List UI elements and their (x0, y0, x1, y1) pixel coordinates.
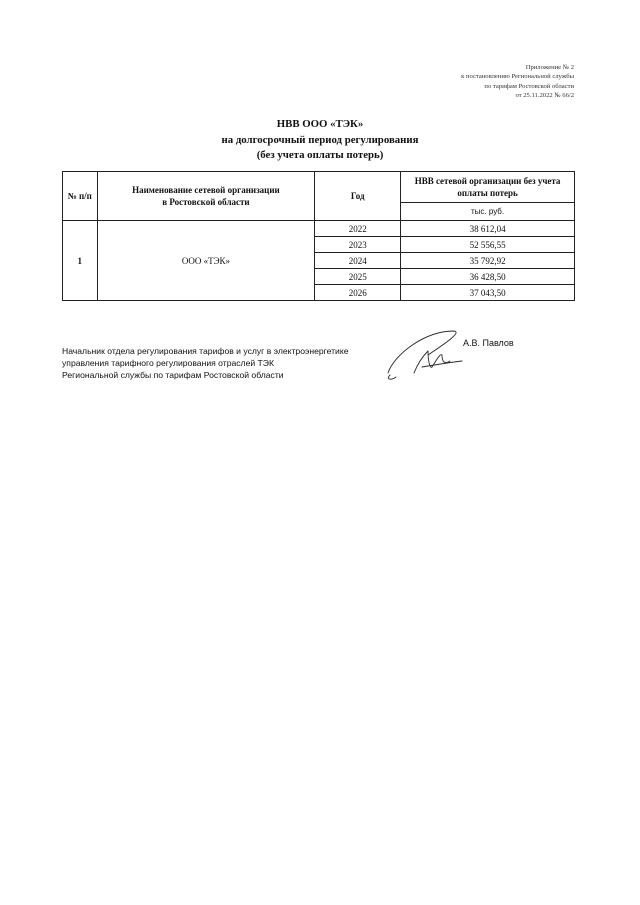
org-num: 1 (63, 221, 98, 301)
header-num: № п/п (63, 172, 98, 221)
appendix-line: Приложение № 2 (525, 64, 574, 71)
year-cell: 2022 (315, 221, 401, 237)
appendix-line: от 25.11.2022 № 66/2 (515, 91, 574, 99)
org-name: ООО «ТЭК» (97, 221, 315, 301)
signer-name: А.В. Павлов (463, 338, 514, 348)
nvv-table (62, 171, 575, 301)
value-cell: 35 792,92 (401, 253, 575, 269)
year-cell: 2023 (315, 237, 401, 253)
header-year: Год (315, 172, 401, 221)
header-nvv: НВВ сетевой организации без учета оплаты потерь (401, 172, 575, 203)
title-line: НВВ ООО «ТЭК» (276, 118, 364, 130)
header-unit: тыс. руб. (401, 203, 575, 221)
table-header-row (63, 172, 575, 203)
value-cell: 36 428,50 (401, 269, 575, 285)
signer-position (62, 345, 349, 381)
value-cell: 52 556,55 (401, 237, 575, 253)
appendix-note (461, 63, 574, 100)
signer-line: Начальник отдела регулирования тарифов и услуг в электроэнергетике (62, 346, 349, 356)
signer-line: Региональной службы по тарифам Ростовской области (62, 370, 284, 380)
header-org-name: Наименование сетевой организации в Ростовской области (97, 172, 315, 221)
title-line: на долгосрочный период регулирования (221, 133, 419, 146)
title-line: (без учета оплаты потерь) (256, 149, 384, 161)
appendix-line: по тарифам Ростовской области (484, 82, 574, 90)
year-cell: 2024 (315, 253, 401, 269)
signer-line: управления тарифного регулирования отраслей ТЭК (62, 358, 274, 368)
table-row (63, 221, 575, 237)
document-title (0, 117, 640, 164)
handwritten-signature (384, 325, 464, 385)
year-cell: 2026 (315, 285, 401, 301)
value-cell: 38 612,04 (401, 221, 575, 237)
value-cell: 37 043,50 (401, 285, 575, 301)
appendix-line: к постановлению Региональной службы (461, 73, 574, 81)
year-cell: 2025 (315, 269, 401, 285)
